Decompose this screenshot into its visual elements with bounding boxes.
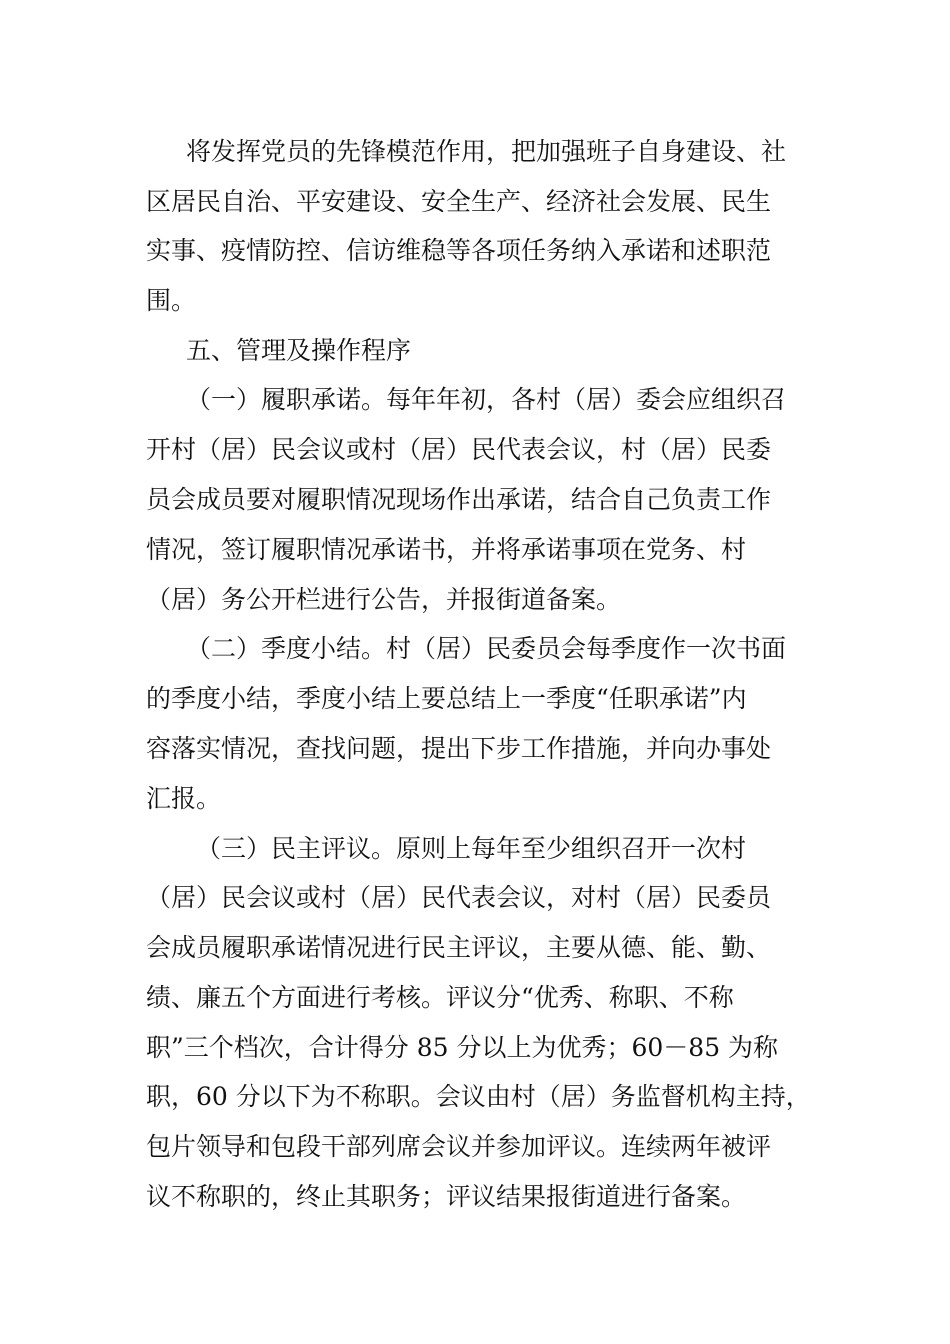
text-line: 绩、廉五个方面进行考核。评议分“优秀、称职、不称 <box>146 983 734 1012</box>
text-line: 将发挥党员的先锋模范作用，把加强班子自身建设、社 <box>186 137 787 166</box>
text-line: 实事、疫情防控、信访维稳等各项任务纳入承诺和述职范 <box>146 236 772 265</box>
text-line: 包片领导和包段干部列席会议并参加评议。连续两年被评 <box>146 1132 772 1161</box>
text-line: 开村（居）民会议或村（居）民代表会议，村（居）民委 <box>146 435 772 464</box>
text-line: 区居民自治、平安建设、安全生产、经济社会发展、民生 <box>146 187 772 216</box>
text-line: 情况，签订履职情况承诺书，并将承诺事项在党务、村 <box>146 535 747 564</box>
text-line: 的季度小结，季度小结上要总结上一季度“任职承诺”内 <box>146 684 747 713</box>
text-line: 职，60 分以下为不称职。会议由村（居）务监督机构主持， <box>146 1082 811 1111</box>
text-line: 汇报。 <box>146 784 222 813</box>
text-line: 围。 <box>146 286 197 315</box>
text-line: 员会成员要对履职情况现场作出承诺，结合自己负责工作 <box>146 485 772 514</box>
section-heading: 五、管理及操作程序 <box>186 336 412 365</box>
text-line: （二）季度小结。村（居）民委员会每季度作一次书面 <box>186 634 787 663</box>
text-line: 职”三个档次，合计得分 85 分以上为优秀；60－85 为称 <box>146 1033 779 1062</box>
text-line: 容落实情况，查找问题，提出下步工作措施，并向办事处 <box>146 734 772 763</box>
text-line: （居）务公开栏进行公告，并报街道备案。 <box>146 585 622 614</box>
text-line: （三）民主评议。原则上每年至少组织召开一次村 <box>196 834 747 863</box>
text-line: 议不称职的，终止其职务；评议结果报街道进行备案。 <box>146 1182 747 1211</box>
text-line: （居）民会议或村（居）民代表会议，对村（居）民委员 <box>146 883 772 912</box>
text-line: （一）履职承诺。每年年初，各村（居）委会应组织召 <box>186 385 787 414</box>
text-line: 会成员履职承诺情况进行民主评议，主要从德、能、勤、 <box>146 933 772 962</box>
